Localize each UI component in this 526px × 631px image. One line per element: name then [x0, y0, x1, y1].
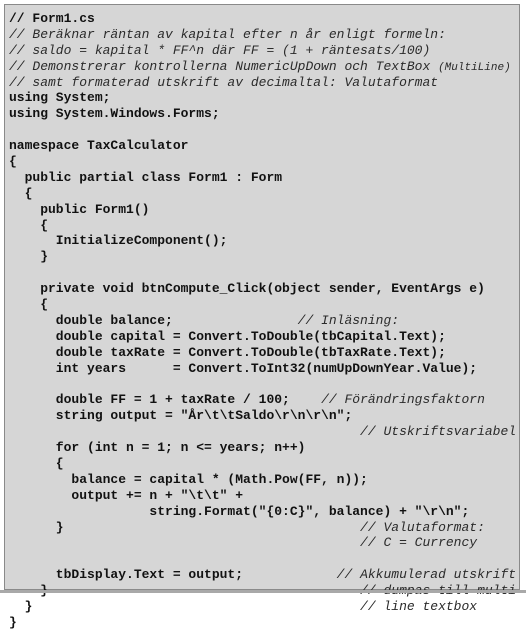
code-line [9, 122, 515, 138]
code-line: balance = capital * (Math.Pow(FF, n)); [9, 471, 368, 487]
inline-comment: // Inläsning: [172, 312, 400, 328]
code-line [9, 376, 515, 392]
code-line: { [9, 297, 49, 313]
code-line [9, 392, 515, 408]
code-line: string.Format("{0:C}", balance) + "\r\n"; [9, 503, 470, 519]
code-line: private void btnCompute_Click(object sender, EventArgs e) [9, 281, 485, 297]
code-listing [9, 11, 515, 631]
code-line: } [9, 249, 49, 265]
inline-comment: // Förändringsfaktorn [289, 392, 485, 408]
code-line: { [9, 154, 17, 170]
code-line: // Utskriftsvariabel [9, 424, 517, 440]
inline-comment: // Akkumulerad utskrift [243, 567, 517, 583]
comment-text: // Demonstrerar kontrollerna NumericUpDown och TextBox [9, 58, 439, 74]
code-line: // samt formaterad utskrift av decimaltal: Valutaformat [9, 74, 439, 90]
code-text: } [9, 519, 64, 535]
code-panel [4, 4, 520, 630]
inline-comment: // Valutaformat: [63, 519, 485, 535]
code-line: double taxRate = Convert.ToDouble(tbTaxRate.Text); [9, 344, 446, 360]
code-line: int years = Convert.ToInt32(numUpDownYear.Value); [9, 360, 478, 376]
code-line: // C = Currency [9, 535, 478, 551]
code-line: public Form1() [9, 201, 150, 217]
code-line [9, 520, 515, 536]
code-line: // Form1.cs [9, 11, 95, 26]
code-line: using System.Windows.Forms; [9, 106, 220, 122]
code-line: { [9, 217, 49, 233]
code-line: namespace TaxCalculator [9, 138, 189, 154]
code-line: InitializeComponent(); [9, 233, 228, 249]
bottom-divider [0, 590, 526, 593]
code-line [9, 59, 515, 75]
code-line: // saldo = kapital * FF^n där FF = (1 + räntesats/100) [9, 42, 431, 58]
code-line [9, 313, 515, 329]
code-line: } [9, 614, 17, 630]
code-line: // Beräknar räntan av kapital efter n år enligt formeln: [9, 26, 446, 42]
code-line [9, 265, 515, 281]
inline-comment: // line textbox [32, 598, 478, 614]
code-line [9, 599, 515, 615]
code-text: tbDisplay.Text = output; [9, 567, 244, 583]
code-line: for (int n = 1; n <= years; n++) [9, 440, 306, 456]
code-text: double FF = 1 + taxRate / 100; [9, 392, 290, 408]
code-text: } [9, 598, 33, 614]
code-line: double capital = Convert.ToDouble(tbCapital.Text); [9, 328, 446, 344]
code-line: output += n + "\t\t" + [9, 487, 244, 503]
code-line [9, 567, 515, 583]
code-line: { [9, 455, 64, 471]
code-line: string output = "År\t\tSaldo\r\n\r\n"; [9, 408, 353, 424]
code-line: public partial class Form1 : Form [9, 169, 283, 185]
code-line: { [9, 185, 33, 201]
code-line [9, 551, 515, 567]
code-line: using System; [9, 90, 111, 106]
code-text: double balance; [9, 312, 173, 328]
comment-small-text: (MultiLine) [438, 61, 511, 74]
